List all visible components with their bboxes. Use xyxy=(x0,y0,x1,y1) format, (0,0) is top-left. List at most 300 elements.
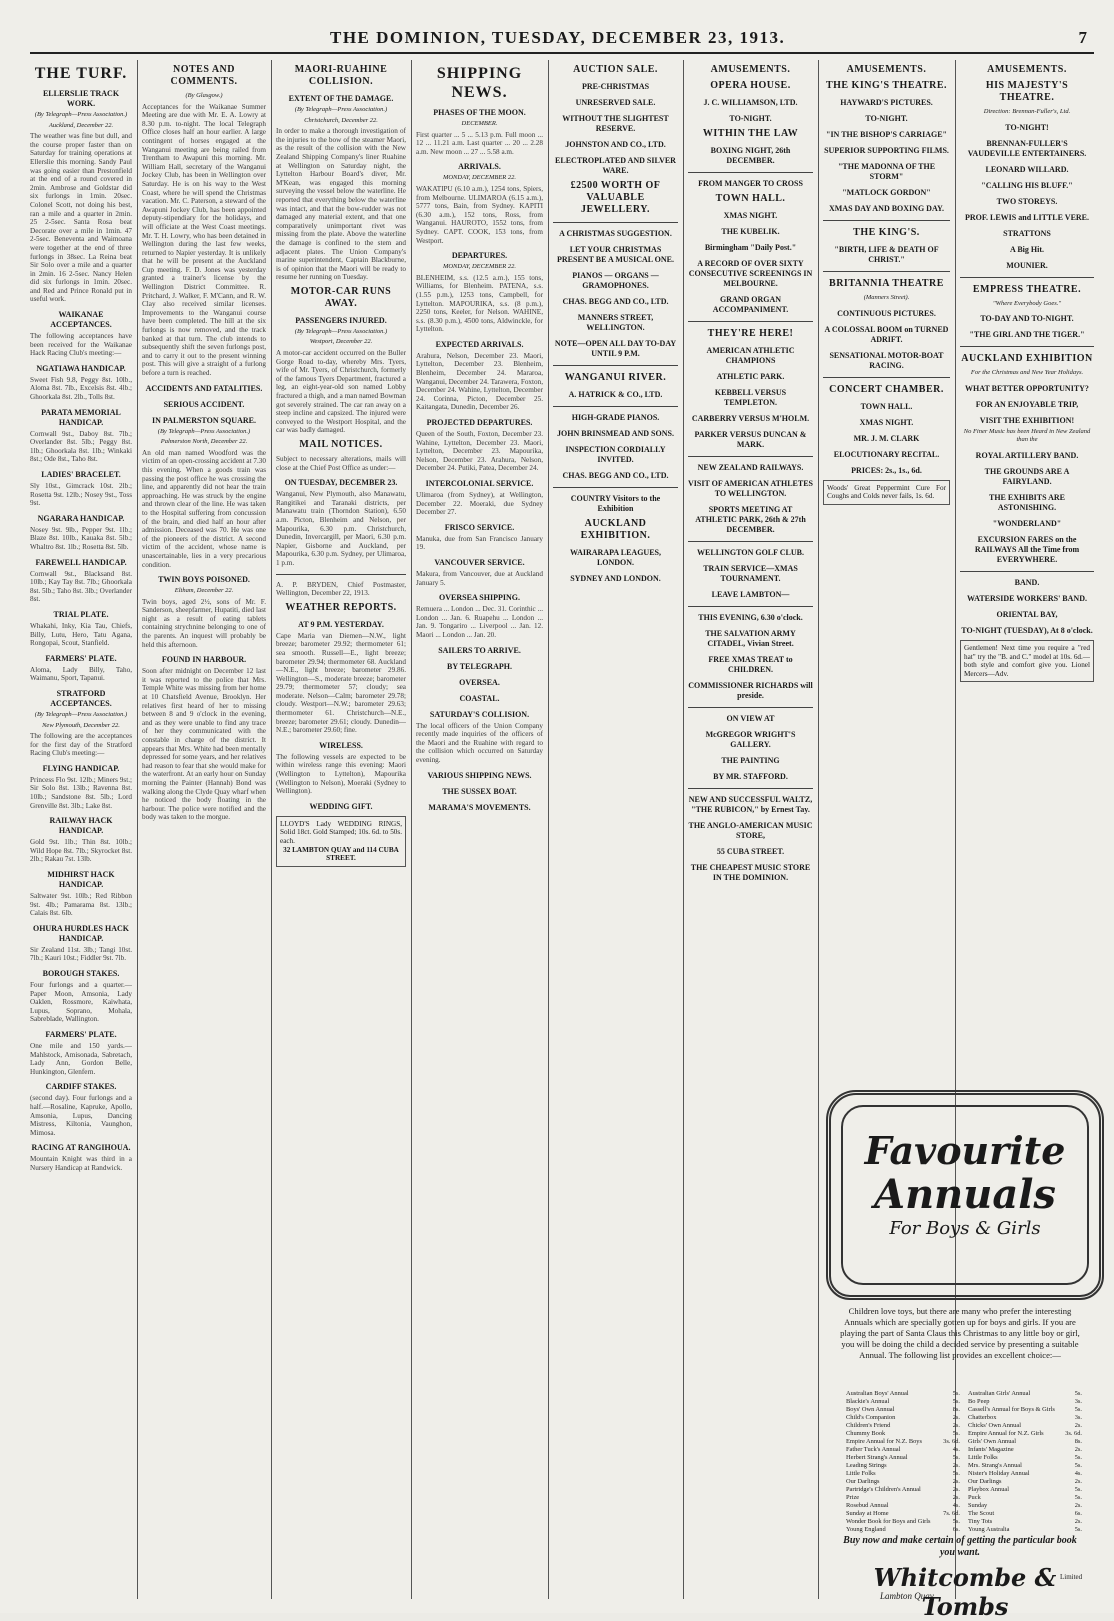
annual-price: 5s. xyxy=(952,1518,960,1525)
annual-price: 2s. xyxy=(952,1422,960,1429)
article-subhead: PHASES OF THE MOON. xyxy=(433,108,526,117)
annual-list-item xyxy=(968,1494,1082,1502)
article-body: Wanganui, New Plymouth, also Manawatu, Rangitikei and Taranaki districts, per Manawatu train (Thorndon Station), 6.50 a.m. Picton, Blenheim and Nelson, per Mapourika, 6.30 p.m. Christchurch, Dunedin, Invercargill, per Maori, 6.30 p.m. Napier, Gisborne and Auckland, per Mapourika, 6.30 p.m. Sydney, per Ulimaroa, 1 p.m. xyxy=(276,490,406,567)
divider xyxy=(960,277,1094,278)
annual-list-item xyxy=(968,1454,1082,1462)
article-source: (By Telegraph—Press Association.) xyxy=(34,710,128,718)
annual-title: Chicks' Own Annual xyxy=(968,1422,1021,1429)
ad-line: CONTINUOUS PICTURES. xyxy=(837,308,936,318)
race-body: Cornwall 9st., Blacksand 8st. 10lb.; Kay Tay 8st. 7lb.; Ghoorkala 8st. 5lb.; Taho 8st. 3lb.; Overlander 8st. xyxy=(30,569,132,604)
ad-headline: £2500 WORTH OF VALUABLE JEWELLERY. xyxy=(570,180,661,215)
annual-list-item xyxy=(968,1486,1082,1494)
annual-list-item xyxy=(846,1526,960,1534)
masthead-title: THE DOMINION, TUESDAY, DECEMBER 23, 1913. xyxy=(330,28,786,47)
ad-line: "WONDERLAND" xyxy=(992,518,1062,528)
lloyds-ad xyxy=(276,816,406,867)
race-body: Sir Zealand 11st. 3lb.; Tangi 10st. 7lb.; Kauri 10st.; Fiddler 9st. 7lb. xyxy=(30,945,132,963)
annual-title: Little Folks xyxy=(968,1454,998,1461)
race-body: Gold 9st. 1lb.; Thin 8st. 10lb.; Wild Hope 8st. 7lb.; Skyrocket 8st. 2lb.; Rakau 7st. 13lb. xyxy=(30,838,132,864)
annual-title: The Scout xyxy=(968,1510,995,1517)
divider xyxy=(823,220,950,221)
article-body: The following are the acceptances for the first day of the Stratford Racing Club's meeting:— xyxy=(30,732,132,758)
ad-line: "THE GIRL AND THE TIGER." xyxy=(969,330,1085,340)
race-name: NGARARA HANDICAP. xyxy=(37,513,125,523)
ad-line: Birmingham "Daily Post." xyxy=(704,243,797,252)
signoff: A. P. BRYDEN, Chief Postmaster, Wellington, December 22, 1913. xyxy=(276,580,406,598)
ad-line: VISIT THE EXHIBITION! xyxy=(979,415,1075,425)
divider xyxy=(688,788,813,789)
article-heading: MOTOR-CAR RUNS AWAY. xyxy=(290,285,392,309)
article-source: (By Telegraph—Press Association.) xyxy=(294,327,388,335)
annual-list-item xyxy=(968,1398,1082,1406)
article-subhead: EXPECTED ARRIVALS. xyxy=(435,339,524,349)
annual-price: 6s. xyxy=(1074,1510,1082,1517)
article-subhead: VARIOUS SHIPPING NEWS. xyxy=(427,770,532,780)
article-subhead: ACCIDENTS AND FATALITIES. xyxy=(145,383,263,393)
ad-line: THE SALVATION ARMY CITADEL, Vivian Street. xyxy=(705,629,796,648)
article-subhead: WIRELESS. xyxy=(319,740,363,750)
article-subhead-date: MONDAY, DECEMBER 22. xyxy=(442,263,517,271)
ad-line: KEBBELL VERSUS TEMPLETON. xyxy=(714,388,787,407)
ad-line: LEAVE LAMBTON— xyxy=(711,590,790,599)
annual-price: 2s. xyxy=(952,1486,960,1493)
ad-line: CHAS. BEGG AND CO., LTD. xyxy=(562,471,669,480)
race-body: Whakahi, Inky, Kia Tau, Chiefs, Billy, Lutu, Hero, Tatu Agana, Rongopai, Scout, Stanfield. xyxy=(30,621,132,648)
ad-line: WITHOUT THE SLIGHTEST RESERVE. xyxy=(562,114,669,133)
annual-title: Young Australia xyxy=(968,1526,1010,1533)
annual-price: 2s. xyxy=(1074,1518,1082,1525)
article-heading: WEATHER REPORTS. xyxy=(285,601,397,613)
ad-line: TO-NIGHT. xyxy=(729,114,772,123)
ad-title-boys-girls: For Boys & Girls xyxy=(889,1218,1041,1239)
annual-price: 5s. xyxy=(1074,1486,1082,1493)
ad-headline: AUCKLAND EXHIBITION xyxy=(961,353,1093,365)
ad-line: A RECORD OF OVER SIXTY CONSECUTIVE SCREENINGS IN MELBOURNE. xyxy=(688,259,813,288)
ad-line: WAIRARAPA LEAGUES, LONDON. xyxy=(570,548,661,567)
article-body: First quarter ... 5 ... 5.13 p.m. Full moon ... 12 ... 11.21 a.m. Last quarter ... 20 ... 2.28 a.m. New moon ... 27 ... 5.58 a.m. xyxy=(416,130,543,156)
article-body: Remuera ... London ... Dec. 31. Corinthic ... London ... Jan. 6. Ruapehu ... London ... Jan. 9. Tongariro ... Liverpool ... Jan. 12. Maori ... London ... Jan. 20. xyxy=(416,605,543,639)
ad-line: PIANOS — ORGANS — GRAMOPHONES. xyxy=(572,271,659,290)
ad-line: XMAS NIGHT. xyxy=(723,211,778,220)
ad-line: "CALLING HIS BLUFF." xyxy=(981,180,1073,190)
article-subhead: ELLERSLIE TRACK WORK. xyxy=(42,89,120,108)
annual-title: Child's Companion xyxy=(846,1414,896,1421)
divider xyxy=(688,456,813,457)
ad-headline: HIS MAJESTY'S THEATRE. xyxy=(985,80,1069,103)
annual-list-item xyxy=(968,1470,1082,1478)
race-name: LADIES' BRACELET. xyxy=(41,470,121,479)
company-limited: Limited xyxy=(1060,1573,1083,1581)
annual-list-item xyxy=(846,1430,960,1438)
annual-title: Nister's Holiday Annual xyxy=(968,1470,1030,1477)
page-number: 7 xyxy=(1078,28,1088,47)
masthead xyxy=(30,22,1094,54)
race-name: CARDIFF STAKES. xyxy=(45,1082,117,1092)
annual-title: Little Folks xyxy=(846,1470,876,1477)
annual-price: 6s. xyxy=(952,1526,960,1533)
ad-line: McGREGOR WRIGHT'S GALLERY. xyxy=(705,730,796,749)
article-dateline: Westport, December 22. xyxy=(309,338,373,346)
annual-price: 5s. xyxy=(1074,1494,1082,1501)
article-body: The following vessels are expected to be within wireless range this evening: Maori (Wellington to Lyttelton), Mapourika (Wellington to Nelson), Moeraki (Sydney to Wellington). xyxy=(276,752,406,796)
shipping-heading: SHIPPING NEWS. xyxy=(436,65,523,101)
ad-headline: AUCKLAND EXHIBITION. xyxy=(580,518,651,541)
ad-line: SPORTS MEETING AT ATHLETIC PARK, 26th & 27th DECEMBER. xyxy=(695,505,806,534)
article-subhead: AT 9 P.M. YESTERDAY. xyxy=(298,619,384,629)
article-heading: MAIL NOTICES. xyxy=(299,439,383,450)
ad-line: CHAS. BEGG AND CO., LTD. xyxy=(562,297,669,306)
ad-line: THE CHEAPEST MUSIC STORE IN THE DOMINION. xyxy=(690,863,811,882)
annual-price: 2s. xyxy=(952,1494,960,1501)
column-rule xyxy=(411,60,412,1599)
article-subhead: WEDDING GIFT. xyxy=(309,801,373,811)
divider xyxy=(688,541,813,542)
annual-title: Wonder Book for Boys and Girls xyxy=(846,1518,931,1525)
ad-headline: OPERA HOUSE. xyxy=(710,80,791,91)
ad-line: "MATLOCK GORDON" xyxy=(842,188,931,197)
article-subhead-date: DECEMBER. xyxy=(461,120,498,127)
ad-line: JOHN BRINSMEAD AND SONS. xyxy=(557,429,674,438)
ad-line: NOTE—OPEN ALL DAY TO-DAY UNTIL 9 P.M. xyxy=(554,339,677,358)
notes-heading: NOTES AND COMMENTS. xyxy=(170,64,238,87)
annual-price: 2s. xyxy=(952,1478,960,1485)
annual-title: Girls' Own Annual xyxy=(968,1438,1017,1445)
ad-headline: THE KING'S THEATRE. xyxy=(825,80,948,91)
annual-list-item xyxy=(968,1478,1082,1486)
annual-list-item xyxy=(846,1478,960,1486)
ad-line: 55 CUBA STREET. xyxy=(716,847,785,856)
annual-list-item xyxy=(846,1518,960,1526)
auction-heading: AUCTION SALE. xyxy=(573,64,658,75)
annual-list-item xyxy=(968,1414,1082,1422)
race-body: Nosey 9st. 9lb., Pepper 9st. 1lb.; Blaze 8st. 10lb., Kauaka 8st. 5lb.; Whaltro 8st. 1lb.; Rosetta 8st. 5lb. xyxy=(30,525,132,551)
ad-headline: THIS EVENING, 6.30 o'clock. xyxy=(698,613,803,622)
annual-title: Father Tuck's Annual xyxy=(846,1446,901,1453)
article-subhead: ON TUESDAY, DECEMBER 23. xyxy=(284,478,398,488)
article-body: Queen of the South, Foxton, December 23. Wahine, Lyttelton, December 23. Maori, Lyttelton, December 23. Mapourika, Nelson, December 23. Arahura, Nelson, December 24. Putiki, Patea, December 24. xyxy=(416,430,543,473)
article-body: A motor-car accident occurred on the Buller Gorge Road to-day, whereby Mrs. Tyers, wife of Mr. Tyers, of Christchurch, formerly of the famous Tyers Department, fractured a leg, an eight-year-old son named Lobby fractured a thigh, and a man named Bowman got severely strained. The car ran away on a steep incline and capsized. The injured were conveyed to the Westport Hospital, and the car was badly damaged. xyxy=(276,349,406,435)
ad-line: Direction: Brennan-Fuller's, Ltd. xyxy=(983,108,1071,115)
ad-line: FREE XMAS TREAT to CHILDREN. xyxy=(708,655,793,674)
annual-list-item xyxy=(846,1494,960,1502)
race-name: OHURA HURDLES HACK HANDICAP. xyxy=(32,923,129,943)
article-subhead: PASSENGERS INJURED. xyxy=(295,315,387,325)
annual-price: 8s. xyxy=(952,1406,960,1413)
ad-line: GRAND ORGAN ACCOMPANIMENT. xyxy=(712,295,789,314)
annuals-intro xyxy=(826,1306,1094,1361)
ad-title-favourite: Favourite xyxy=(864,1128,1066,1173)
annual-price: 5s. xyxy=(1074,1454,1082,1461)
race-name: MIDHIRST HACK HANDICAP. xyxy=(47,870,115,890)
annual-title: Boys' Own Annual xyxy=(846,1406,895,1413)
annual-price: 4s. xyxy=(952,1446,960,1453)
article-subhead: OVERSEA SHIPPING. xyxy=(439,593,520,603)
ad-line: ELECTROPLATED AND SILVER WARE. xyxy=(555,156,676,175)
annual-title: Partridge's Children's Annual xyxy=(846,1486,921,1493)
annual-title: Herbert Strang's Annual xyxy=(846,1454,908,1461)
column-amusements-2 xyxy=(823,60,950,1083)
article-subhead: COASTAL. xyxy=(459,693,500,703)
annual-list-item xyxy=(968,1430,1082,1438)
article-subhead: THE SUSSEX BOAT. xyxy=(442,786,517,796)
ad-line: MR. J. M. CLARK xyxy=(853,433,920,443)
article-subhead: OVERSEA. xyxy=(459,677,500,687)
ad-line: STRATTONS xyxy=(1003,228,1051,238)
ad-headline: WITHIN THE LAW xyxy=(702,128,799,139)
annual-price: 5s. xyxy=(952,1430,960,1437)
column-auction xyxy=(553,60,678,1603)
annual-price: 5s. xyxy=(1074,1526,1082,1533)
annual-title: Puck xyxy=(968,1494,981,1501)
article-subhead: DEPARTURES. xyxy=(451,251,508,261)
ad-line: LEONARD WILLARD. xyxy=(985,164,1069,174)
ad-line: MOUNIER. xyxy=(1006,260,1048,270)
annual-price: 2s. xyxy=(1074,1422,1082,1429)
ad-line: PROF. LEWIS and LITTLE VERE. xyxy=(964,212,1090,222)
annual-list-item xyxy=(968,1526,1082,1534)
annual-list-item xyxy=(846,1438,960,1446)
divider xyxy=(688,172,813,173)
article-body: WAKATIPU (6.10 a.m.), 1254 tons, Spiers, from Melbourne. ULIMAROA (6.15 a.m.), 5777 tons, Bain, from Sydney. KAPITI (6.30 a.m.), 152 tons, Ross, from Wanganui. HAUROTO, 1552 tons, from Sydney. CAPT. COOK, 153 tons, from Westport. xyxy=(416,184,543,245)
hat-ad: Gentlemen! Next time you require a "red hat" try the "B. and C." model at 10s. 6d.—both style and comfort give you. Lionel Mercers—Adv. xyxy=(960,640,1094,682)
annual-title: Sunday at Home xyxy=(846,1510,889,1517)
ad-line: TO-NIGHT (TUESDAY), At 8 o'clock. xyxy=(961,625,1093,635)
annual-list-item xyxy=(968,1510,1082,1518)
annual-list-item xyxy=(968,1422,1082,1430)
ad-line: A. HATRICK & CO., LTD. xyxy=(568,390,663,399)
race-name: TRIAL PLATE. xyxy=(53,609,109,619)
ad-headline: A CHRISTMAS SUGGESTION. xyxy=(559,229,672,238)
lloyds-ad-address: 32 LAMBTON QUAY and 114 CUBA STREET. xyxy=(283,845,399,863)
divider xyxy=(553,406,678,407)
article-body: The following acceptances have been received for the Waikanae Hack Racing Club's meeting:— xyxy=(30,332,132,358)
ad-line: THE KUBELIK. xyxy=(721,227,780,236)
column-rule xyxy=(271,60,272,1599)
annual-price: 2s. xyxy=(952,1414,960,1421)
ad-headline: COUNTRY Visitors to the Exhibition xyxy=(570,494,661,513)
ad-title-annuals: Annuals xyxy=(874,1171,1056,1218)
ad-line: TWO STOREYS. xyxy=(996,196,1058,206)
ad-line: WATERSIDE WORKERS' BAND. xyxy=(967,593,1087,603)
annual-price: 2s. xyxy=(1074,1446,1082,1453)
annual-list-item xyxy=(968,1502,1082,1510)
annual-title: Our Darlings xyxy=(846,1478,880,1485)
ad-line: ELOCUTIONARY RECITAL. xyxy=(833,449,940,459)
ad-line: A COLOSSAL BOOM on TURNED ADRIFT. xyxy=(824,324,949,344)
annual-title: Blackie's Annual xyxy=(846,1398,890,1405)
ad-line: "IN THE BISHOP'S CARRIAGE" xyxy=(826,130,947,139)
article-subhead: SATURDAY'S COLLISION. xyxy=(429,709,530,719)
article-body: Subject to necessary alterations, mails will close at the Chief Post Office as under:— xyxy=(276,455,406,472)
column-rule xyxy=(818,60,819,1599)
annual-price: 4s. xyxy=(1074,1470,1082,1477)
annual-list-item xyxy=(846,1486,960,1494)
ad-headline: HIGH-GRADE PIANOS. xyxy=(571,413,660,422)
annual-price: 3s. 6d. xyxy=(1065,1430,1082,1437)
annuals-intro-text: Children love toys, but there are many who prefer the interesting Annuals which are specially gotten up for boys and girls. If you are playing the part of Santa Claus this Christmas to any little boy or girl, you will be doing the child a decided service by presenting a suitable Annual. The following list provides an excellent choice:— xyxy=(840,1306,1080,1360)
article-body: Twin boys, aged 2½, sons of Mr. F. Sanderson, sheepfarmer, Hupatiti, died last night as a result of eating tablets containing strychnine belonging to one of the parents. An inquest will probably be held this afternoon. xyxy=(142,597,266,649)
ad-line: BY MR. STAFFORD. xyxy=(713,772,788,781)
article-dateline: New Plymouth, December 22. xyxy=(42,721,120,729)
article-body: Makura, from Vancouver, due at Auckland January 5. xyxy=(416,569,543,587)
annual-title: Chummy Book xyxy=(846,1430,886,1437)
ad-line: PRICES: 2s., 1s., 6d. xyxy=(851,465,922,475)
annual-price: 5s. xyxy=(952,1398,960,1405)
annual-title: Prize xyxy=(846,1494,860,1501)
ad-line: "Where Everybody Goes." xyxy=(992,299,1062,307)
annual-price: 5s. xyxy=(1074,1390,1082,1397)
ad-line: A Big Hit. xyxy=(1009,244,1044,254)
divider xyxy=(823,377,950,378)
company-address: Lambton Quay xyxy=(880,1591,934,1601)
article-body: An old man named Woodford was the victim of an open-crossing accident at 7.30 this evening. When a goods train was passing the post office he was crossing the line, and apparently did not hear the train approaching. He was struck by the engine and thrown clear of the line. He was taken to the Hospital suffering from concussion of the brain, and died half an hour after admission. Deceased was 70. He was one of the pioneers of the district. A second victim of the accident, whose name is unascertainable, lies in a very precarious condition. xyxy=(142,448,266,569)
ad-line: HAYWARD'S PICTURES. xyxy=(840,98,933,107)
ad-line: For the Christmas and New Year Holidays. xyxy=(970,369,1084,377)
collision-heading: MAORI-RUAHINE COLLISION. xyxy=(294,64,388,87)
ad-line: MANNERS STREET, WELLINGTON. xyxy=(577,313,654,332)
lloyds-ad-text: LLOYD'S Lady WEDDING RINGS, Solid 18ct. Gold Stamped; 10s. 6d. to 50s. each. xyxy=(280,819,402,845)
annual-title: Chatterbox xyxy=(968,1414,997,1421)
ad-line: XMAS NIGHT. xyxy=(859,417,914,427)
divider xyxy=(553,222,678,223)
annual-list-item xyxy=(846,1398,960,1406)
article-subhead-date: MONDAY, DECEMBER 22. xyxy=(442,174,517,182)
race-body: Aloma, Lady Billy, Taho, Waimanu, Sport, Tapanui. xyxy=(30,665,132,683)
ad-line: (Manners Street). xyxy=(863,294,910,301)
ad-line: COMMISSIONER RICHARDS will preside. xyxy=(688,681,813,700)
divider xyxy=(688,321,813,322)
race-name: NGATIAWA HANDICAP. xyxy=(36,363,126,373)
ad-line: JOHNSTON AND CO., LTD. xyxy=(565,140,666,149)
ad-line: PARKER VERSUS DUNCAN & MARK. xyxy=(694,430,807,449)
article-source: (By Telegraph—Press Association.) xyxy=(157,427,251,435)
race-body: Sweet Fish 9.8, Peggy 8st. 10lb., Aloma 8st. 7lb., Excelsis 8st. 4lb.; Ghoorkala 8st. 2lb., Tolls 8st. xyxy=(30,375,132,402)
ad-line: ROYAL ARTILLERY BAND. xyxy=(975,450,1079,460)
article-body: The local officers of the Union Company recently made inquiries of the officers of the Maori and the Ruahine with regard to the collision which occurred on Saturday evening. xyxy=(416,721,543,764)
race-body: Cornwall 9st., Daboy 8st. 7lb.; Overlander 8st. 5lb.; Peggy 8st. 1lb.; Ghoorkala 8st. 1lb.; Winkaki 8st.; Ode 8st., Taho 8st. xyxy=(30,429,132,464)
article-body: Arahura, Nelson, December 23. Maori, Lyttelton, December 23. Blenheim, Blenheim, December 24. Mararoa, Wanganui, December 24. Tarawera, Foxton, December 24. Wahine, Lyttelton, December 24. Corinna, Picton, December 25. Kaitangata, Dunedin, December 26. xyxy=(416,351,543,412)
annual-price: 5s. xyxy=(1074,1406,1082,1413)
column-rule xyxy=(955,60,956,1599)
ad-line: TRAIN SERVICE—XMAS TOURNAMENT. xyxy=(703,564,798,583)
ad-headline: TOWN HALL. xyxy=(715,193,786,204)
ad-line: INSPECTION CORDIALLY INVITED. xyxy=(565,445,666,464)
annual-price: 2s. xyxy=(1074,1502,1082,1509)
ad-line: THE GROUNDS ARE A FAIRYLAND. xyxy=(984,466,1070,486)
race-name: PARATA MEMORIAL HANDICAP. xyxy=(41,407,121,427)
race-body: Princess Flo 9st. 12lb.; Miners 9st.; Sir Solo 8st. 13lb.; Ravenna 8st. 10lb.; Sandstone 8st. 5lb.; Lord Grenville 8st. 3lb.; Lake 8st. xyxy=(30,775,132,810)
ad-headline: THEY'RE HERE! xyxy=(707,328,794,339)
column-amusements-3 xyxy=(960,60,1094,1083)
race-body: Saltwater 9st. 10lb.; Red Ribbon 9st. 4lb.; Pamarama 8st. 13lb.; Calais 8st. 6lb. xyxy=(30,892,132,918)
ad-line: ATHLETIC PARK. xyxy=(716,372,785,381)
annual-title: Bo Peep xyxy=(968,1398,990,1405)
article-subhead: MARAMA'S MOVEMENTS. xyxy=(428,802,531,812)
column-notes xyxy=(142,60,266,1603)
annual-price: 3s. xyxy=(1074,1398,1082,1405)
article-source: (By Telegraph—Press Association.) xyxy=(34,111,128,118)
annual-title: Children's Friend xyxy=(846,1422,891,1429)
annual-title: Sunday xyxy=(968,1502,988,1509)
annual-title: Mrs. Strang's Annual xyxy=(968,1462,1022,1469)
annual-title: Our Darlings xyxy=(968,1478,1002,1485)
annual-list-item xyxy=(968,1446,1082,1454)
annual-price: 5s. xyxy=(1074,1462,1082,1469)
annuals-list-right xyxy=(968,1390,1082,1534)
race-name: FAREWELL HANDICAP. xyxy=(35,557,127,567)
ad-line: ORIENTAL BAY, xyxy=(996,609,1058,619)
column-collision xyxy=(276,60,406,1603)
article-subhead: BY TELEGRAPH. xyxy=(447,661,512,671)
ad-line: J. C. WILLIAMSON, LTD. xyxy=(703,98,798,107)
annual-title: Young England xyxy=(846,1526,886,1533)
ad-line: THE ANGLO-AMERICAN MUSIC STORE, xyxy=(688,821,813,840)
ad-line: WHAT BETTER OPPORTUNITY? xyxy=(965,383,1089,393)
divider xyxy=(823,271,950,272)
annual-price: 3s. 6d. xyxy=(943,1438,960,1445)
ad-line: ON VIEW AT xyxy=(726,714,775,723)
annual-list-item xyxy=(968,1390,1082,1398)
annual-title: Playbox Annual xyxy=(968,1486,1010,1493)
ad-headline: WELLINGTON GOLF CLUB. xyxy=(697,548,804,557)
divider xyxy=(688,606,813,607)
divider xyxy=(553,487,678,488)
annual-title: Rosebud Annual xyxy=(846,1502,889,1509)
ad-line: THE PAINTING xyxy=(721,756,780,765)
ad-line: LET YOUR CHRISTMAS PRESENT BE A MUSICAL ONE. xyxy=(557,245,674,264)
annual-list-item xyxy=(968,1406,1082,1414)
ad-line: BAND. xyxy=(1014,577,1040,587)
peppermint-ad: Woods' Great Peppermint Cure For Coughs and Colds never fails, 1s. 6d. xyxy=(823,480,950,505)
race-name: FARMERS' PLATE. xyxy=(45,653,117,663)
annual-list-item xyxy=(846,1414,960,1422)
article-body: BLENHEIM, s.s. (12.5 a.m.), 155 tons, Williams, for Blenheim. PATENA, s.s. (1.55 p.m.), 1253 tons, Campbell, for Lyttelton. MAPOURIKA, s.s. (8 p.m.), 2250 tons, Keeler, for Nelson. WAHINE, s.s. (8.30 p.m.), 4500 tons, Aldwinckle, for Lyttelton. xyxy=(416,273,543,334)
annual-title: Australian Boys' Annual xyxy=(846,1390,909,1397)
article-subhead: INTERCOLONIAL SERVICE. xyxy=(425,479,534,488)
article-dateline: Auckland, December 22. xyxy=(48,121,114,129)
annual-list-item xyxy=(846,1422,960,1430)
divider xyxy=(960,346,1094,347)
annuals-list-left xyxy=(846,1390,960,1534)
ad-headline: FROM MANGER TO CROSS xyxy=(698,179,803,188)
race-name: BOROUGH STAKES. xyxy=(42,969,120,978)
ad-line: NEW AND SUCCESSFUL WALTZ, "THE RUBICON," by Ernest Tay. xyxy=(688,795,813,814)
ad-line: BRENNAN-FULLER'S VAUDEVILLE ENTERTAINERS. xyxy=(967,138,1087,158)
amusements-heading: AMUSEMENTS. xyxy=(846,64,927,75)
ad-line: EXCURSION FARES on the RAILWAYS All the Time from EVERYWHERE. xyxy=(974,534,1080,564)
annual-title: Leading Strings xyxy=(846,1462,887,1469)
race-body: Sly 10st., Gimcrack 10st. 2lb.; Rosetta 9st. 12lb.; Nosey 9st., Toss 9st. xyxy=(30,482,132,508)
ad-line: TO-NIGHT! xyxy=(1005,122,1049,132)
ad-line: SENSATIONAL MOTOR-BOAT RACING. xyxy=(829,350,944,370)
article-dateline: Palmerston North, December 22. xyxy=(160,438,248,446)
annual-list-item xyxy=(846,1502,960,1510)
annual-list-item xyxy=(846,1390,960,1398)
annual-title: Empire Annual for N.Z. Girls xyxy=(968,1430,1044,1437)
column-amusements-1 xyxy=(688,60,813,1603)
ad-headline: EMPRESS THEATRE. xyxy=(972,283,1082,295)
favourite-annuals-frame xyxy=(826,1090,1104,1300)
annual-price: 2s. xyxy=(1074,1478,1082,1485)
divider xyxy=(960,571,1094,572)
article-subhead: TWIN BOYS POISONED. xyxy=(158,575,250,585)
favourite-annuals-inner-frame xyxy=(841,1105,1089,1285)
ad-line: TO-DAY AND TO-NIGHT. xyxy=(980,314,1074,324)
article-body: The weather was fine but dull, and the course proper faster than on Saturday for training operations at Ellerslie this morning. Sandy Paul was going easier than Prestonfield at the end of a round covered in 2min. Ambrose and Goldstar did six furlongs in 1min. 20sec. Colonel Scott, not doing his best, ran a mile and a quarter in 2min. 25 2-5sec. Santa Rosa beat Decorate over a mile in 1min. 47 2-5sec. Beneventa and Waimoana were together at the end of three furlongs in 38sec. La Reina beat Sir Solo over a mile and a quarter in 2min. 16 2-5sec. Nancy Helen did six furlongs in 1min. 20sec. and Red and Prince Ronald put in useful work. xyxy=(30,132,132,304)
ad-line: "THE MADONNA OF THE STORM" xyxy=(837,162,936,181)
annual-list-item xyxy=(846,1470,960,1478)
column-turf xyxy=(30,60,132,1603)
